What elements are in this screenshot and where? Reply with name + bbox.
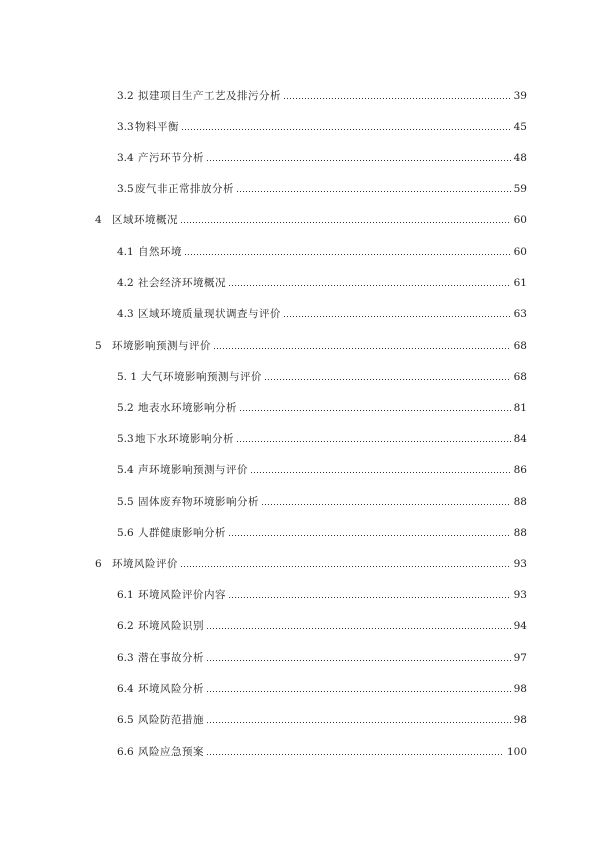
toc-entry-number: 6.4 xyxy=(117,683,134,695)
toc-entry-title: 风险防范措施 xyxy=(138,714,204,726)
toc-entry[interactable] xyxy=(117,89,527,103)
toc-entry-page: 68 xyxy=(513,371,527,383)
toc-entry-title: 固体废弃物环境影响分析 xyxy=(138,496,259,508)
toc-dot-leader xyxy=(184,253,511,256)
toc-entry-title: 人群健康影响分析 xyxy=(138,527,226,539)
toc-entry-title: 环境风险评价内容 xyxy=(138,589,226,601)
toc-entry-title: 拟建项目生产工艺及排污分析 xyxy=(138,90,281,102)
toc-entry[interactable] xyxy=(95,557,527,571)
toc-entry-page: 100 xyxy=(506,746,527,758)
toc-entry[interactable] xyxy=(117,401,527,415)
toc-entry-number: 5.3 xyxy=(117,433,134,445)
toc-entry-number: 4.3 xyxy=(117,308,134,320)
toc-dot-leader xyxy=(206,690,511,693)
toc-entry-title: 环境风险评价 xyxy=(112,558,178,570)
toc-entry-page: 60 xyxy=(513,246,527,258)
toc-dot-leader xyxy=(180,221,511,224)
toc-entry-number: 4.2 xyxy=(117,277,134,289)
toc-dot-leader xyxy=(236,440,511,443)
toc-entry-page: 86 xyxy=(513,464,527,476)
toc-dot-leader xyxy=(283,97,511,100)
toc-entry-title: 声环境影响预测与评价 xyxy=(138,464,248,476)
toc-entry-page: 88 xyxy=(513,496,527,508)
toc-entry[interactable] xyxy=(95,339,527,353)
toc-entry-title: 区域环境概况 xyxy=(112,214,178,226)
toc-entry[interactable] xyxy=(117,526,527,540)
toc-entry-number: 5.4 xyxy=(117,464,134,476)
toc-entry-number: 5. 1 xyxy=(117,371,138,383)
toc-dot-leader xyxy=(206,721,511,724)
toc-dot-leader xyxy=(283,315,511,318)
toc-entry[interactable] xyxy=(117,120,527,134)
toc-dot-leader xyxy=(213,347,511,350)
toc-entry-page: 45 xyxy=(513,121,527,133)
toc-entry[interactable] xyxy=(117,463,527,477)
toc-entry[interactable] xyxy=(117,619,527,633)
toc-dot-leader xyxy=(264,378,511,381)
toc-entry-page: 59 xyxy=(513,183,527,195)
toc-entry-title: 风险应急预案 xyxy=(138,746,204,758)
toc-entry-page: 88 xyxy=(513,527,527,539)
toc-entry-number: 6.1 xyxy=(117,589,134,601)
toc-entry-page: 81 xyxy=(513,402,527,414)
toc-entry-page: 84 xyxy=(513,433,527,445)
toc-entry[interactable] xyxy=(117,245,527,259)
toc-entry-page: 98 xyxy=(513,683,527,695)
toc-entry-number: 5.2 xyxy=(117,402,134,414)
toc-entry-number: 5 xyxy=(95,340,102,352)
toc-entry-number: 3.3 xyxy=(117,121,134,133)
toc-dot-leader xyxy=(261,503,511,506)
toc-entry-number: 6.2 xyxy=(117,620,134,632)
toc-dot-leader xyxy=(206,659,511,662)
toc-entry-page: 97 xyxy=(513,652,527,664)
toc-entry-page: 63 xyxy=(513,308,527,320)
toc-entry-title: 物料平衡 xyxy=(135,121,179,133)
toc-entry[interactable] xyxy=(95,213,527,227)
toc-entry-number: 4.1 xyxy=(117,246,134,258)
toc-entry[interactable] xyxy=(117,370,527,384)
toc-entry[interactable] xyxy=(117,682,527,696)
toc-entry-number: 5.5 xyxy=(117,496,134,508)
toc-entry-title: 环境风险分析 xyxy=(138,683,204,695)
toc-entry[interactable] xyxy=(117,432,527,446)
toc-entry[interactable] xyxy=(117,745,527,759)
toc-entry-number: 3.2 xyxy=(117,90,134,102)
toc-dot-leader xyxy=(180,565,511,568)
toc-entry-page: 93 xyxy=(513,558,527,570)
toc-entry-title: 产污环节分析 xyxy=(138,152,204,164)
toc-dot-leader xyxy=(206,753,504,756)
toc-entry-page: 68 xyxy=(513,340,527,352)
toc-entry-page: 61 xyxy=(513,277,527,289)
toc-dot-leader xyxy=(206,159,511,162)
toc-entry[interactable] xyxy=(117,182,527,196)
toc-entry[interactable] xyxy=(117,588,527,602)
toc-entry-page: 39 xyxy=(513,90,527,102)
toc-entry-title: 环境影响预测与评价 xyxy=(112,340,211,352)
toc-dot-leader xyxy=(228,284,511,287)
toc-dot-leader xyxy=(250,471,511,474)
toc-entry-title: 大气环境影响预测与评价 xyxy=(141,371,262,383)
toc-entry-page: 93 xyxy=(513,589,527,601)
toc-dot-leader xyxy=(181,128,511,131)
toc-entry[interactable] xyxy=(117,307,527,321)
toc-entry[interactable] xyxy=(117,151,527,165)
toc-entry-title: 区域环境质量现状调查与评价 xyxy=(138,308,281,320)
toc-entry[interactable] xyxy=(117,713,527,727)
toc-dot-leader xyxy=(228,534,511,537)
toc-entry-title: 潜在事故分析 xyxy=(138,652,204,664)
toc-dot-leader xyxy=(206,627,511,630)
toc-entry[interactable] xyxy=(117,495,527,509)
toc-entry[interactable] xyxy=(117,651,527,665)
toc-entry-number: 3.5 xyxy=(117,183,134,195)
toc-entry-number: 3.4 xyxy=(117,152,134,164)
toc-entry-number: 6.3 xyxy=(117,652,134,664)
toc-entry-page: 98 xyxy=(513,714,527,726)
toc-entry-number: 6.6 xyxy=(117,746,134,758)
toc-dot-leader xyxy=(239,409,511,412)
toc-entry-title: 社会经济环境概况 xyxy=(138,277,226,289)
toc-entry-title: 地表水环境影响分析 xyxy=(138,402,237,414)
toc-entry-title: 废气非正常排放分析 xyxy=(135,183,234,195)
toc-entry-number: 6.5 xyxy=(117,714,134,726)
toc-entry-title: 环境风险识别 xyxy=(138,620,204,632)
toc-dot-leader xyxy=(236,190,511,193)
toc-entry-title: 自然环境 xyxy=(138,246,182,258)
toc-entry-title: 地下水环境影响分析 xyxy=(135,433,234,445)
toc-dot-leader xyxy=(228,596,511,599)
toc-entry[interactable] xyxy=(117,276,527,290)
toc-entry-number: 4 xyxy=(95,214,102,226)
toc-entry-page: 48 xyxy=(513,152,527,164)
toc-entry-number: 6 xyxy=(95,558,102,570)
toc-entry-page: 60 xyxy=(513,214,527,226)
toc-entry-page: 94 xyxy=(513,620,527,632)
toc-entry-number: 5.6 xyxy=(117,527,134,539)
